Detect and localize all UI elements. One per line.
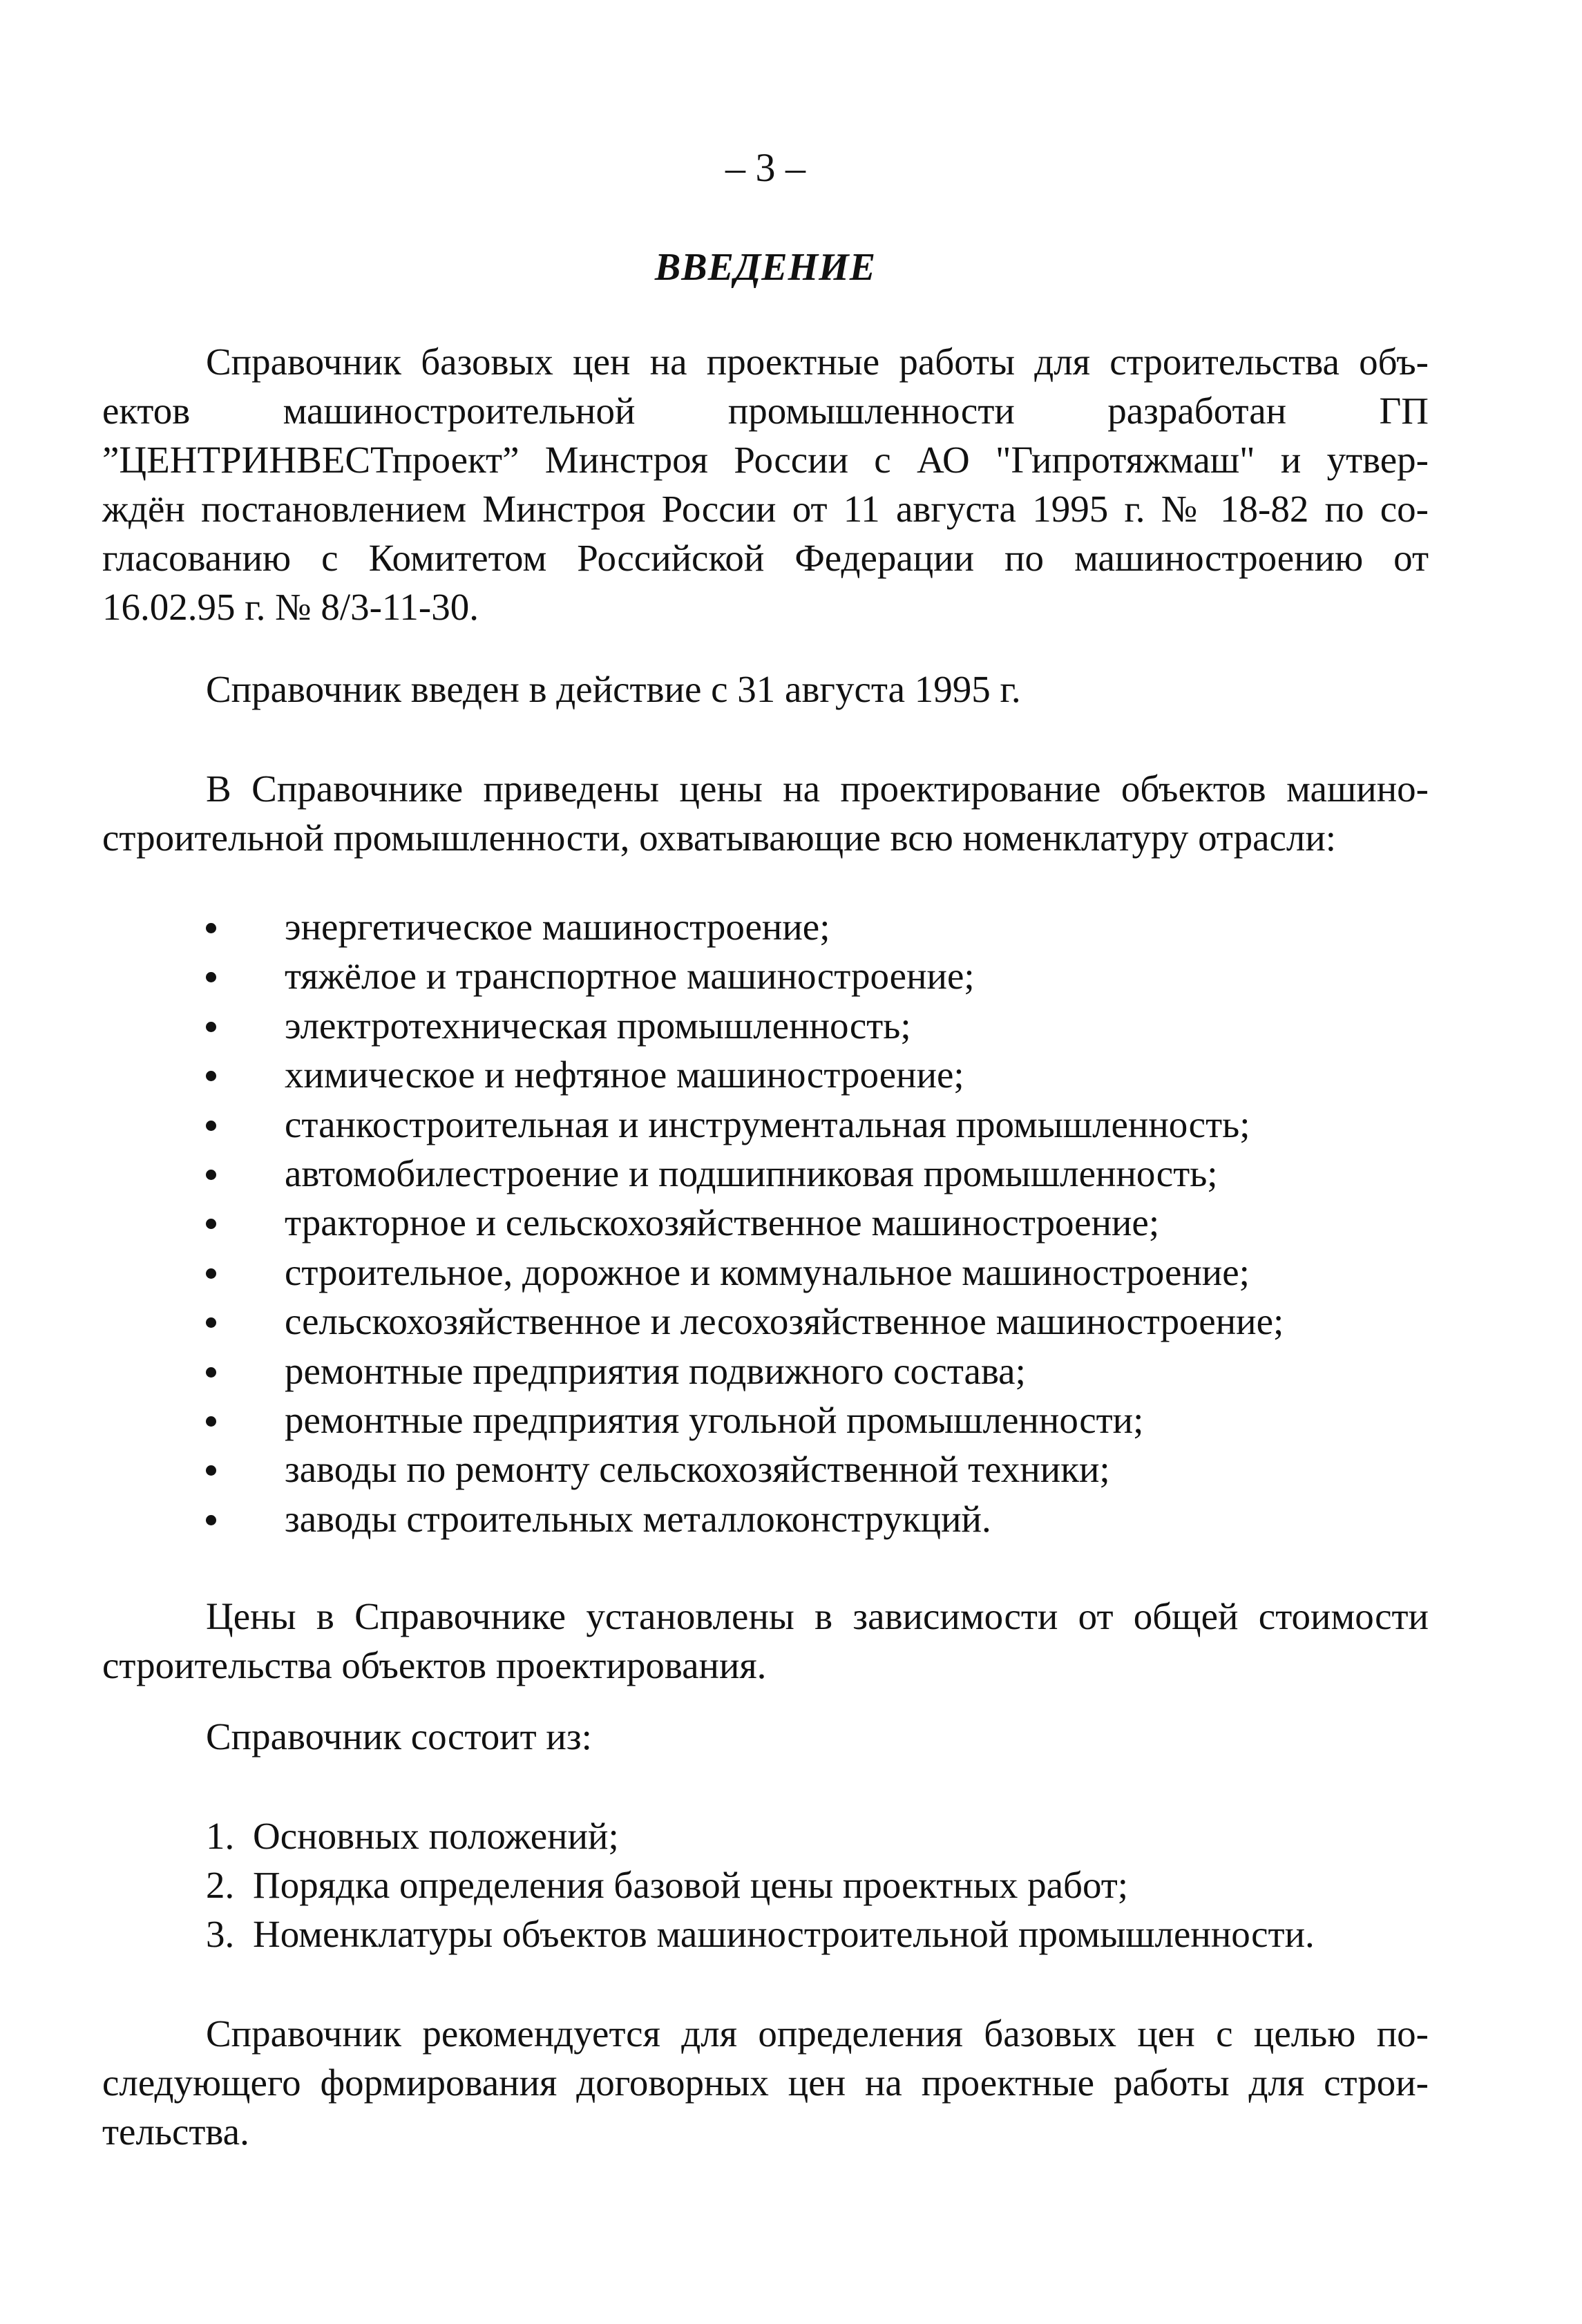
bullet-icon — [206, 1121, 216, 1131]
list-item-text: автомобилестроение и подшипниковая промышленность; — [285, 1152, 1218, 1194]
intro-line-2: ектов машиностроительной промышленности разработан ГП — [102, 390, 1429, 432]
industry-bullet-list — [102, 902, 1429, 1543]
bullet-icon — [206, 1268, 216, 1279]
bullet-icon — [206, 1170, 216, 1180]
bullet-icon — [206, 1317, 216, 1328]
list-item — [102, 1346, 1429, 1396]
intro-line-1: Справочник базовых цен на проектные работы для строительства объ- — [206, 341, 1429, 383]
bullet-icon — [206, 1071, 216, 1081]
list-item-text: тракторное и сельскохозяйственное машиностроение; — [285, 1201, 1160, 1244]
bullet-icon — [206, 1416, 216, 1427]
list-item-text: химическое и нефтяное машиностроение; — [285, 1054, 964, 1096]
list-item-text: ремонтные предприятия подвижного состава; — [285, 1349, 1026, 1392]
list-item — [102, 1909, 1429, 1959]
list-item-text: станкостроительная и инструментальная промышленность; — [285, 1103, 1250, 1145]
list-item — [102, 1100, 1429, 1149]
recommendation-line-2: следующего формирования договорных цен на проектные работы для строи- — [102, 2061, 1429, 2104]
list-item — [102, 1149, 1429, 1198]
page-number: – 3 – — [725, 145, 806, 190]
bullet-icon — [206, 923, 216, 933]
list-item-text: Основных положений; — [253, 1815, 619, 1857]
recommendation-line-1: Справочник рекомендуется для определения базовых цен с целью по- — [206, 2012, 1429, 2055]
list-item — [102, 1396, 1429, 1445]
list-item-text: заводы по ремонту сельскохозяйственной техники; — [285, 1448, 1110, 1491]
intro-paragraph — [102, 337, 1429, 631]
list-item — [102, 1297, 1429, 1346]
intro-line-5: гласованию с Комитетом Российской Федерации по машиностроению от — [102, 537, 1429, 579]
intro-line-6: 16.02.95 г. № 8/3-11-30. — [102, 586, 479, 628]
list-item-number: 2. — [206, 1864, 235, 1906]
prices-paragraph — [102, 1592, 1429, 1690]
list-item — [102, 951, 1429, 1000]
list-item — [102, 902, 1429, 951]
bullet-icon — [206, 1022, 216, 1032]
prices-line-1: Цены в Справочнике установлены в зависимости от общей стоимости — [206, 1595, 1429, 1637]
bullet-icon — [206, 1219, 216, 1229]
intro-line-3: ”ЦЕНТРИНВЕСТпроект” Минстроя России с АО "Гипротяжмаш" и утвер- — [102, 439, 1429, 481]
recommendation-line-3: тельства. — [102, 2111, 249, 2153]
section-heading: ВВЕДЕНИЕ — [654, 246, 877, 289]
list-item-text: заводы строительных металлоконструкций. — [285, 1497, 991, 1540]
list-item-text: ремонтные предприятия угольной промышленности; — [285, 1398, 1144, 1441]
prices-line-2: строительства объектов проектирования. — [102, 1644, 767, 1686]
composition-intro-line: Справочник состоит из: — [206, 1715, 592, 1758]
list-item-text: Порядка определения базовой цены проектных работ; — [253, 1864, 1129, 1906]
bullet-icon — [206, 1465, 216, 1476]
recommendation-paragraph — [102, 2009, 1429, 2156]
list-item — [102, 1811, 1429, 1860]
list-item-text: строительное, дорожное и коммунальное машиностроение; — [285, 1250, 1250, 1293]
list-item-text: электротехническая промышленность; — [285, 1004, 911, 1047]
effective-date-paragraph — [102, 665, 1429, 714]
list-item — [102, 1198, 1429, 1247]
list-item — [102, 1248, 1429, 1297]
bullet-icon — [206, 972, 216, 982]
list-item — [102, 1050, 1429, 1099]
scope-line-1: В Справочнике приведены цены на проектирование объектов машино- — [206, 768, 1429, 810]
list-item — [102, 1001, 1429, 1050]
list-item-number: 1. — [206, 1815, 235, 1857]
bullet-icon — [206, 1367, 216, 1378]
scope-line-2: строительной промышленности, охватывающие всю номенклатуру отрасли: — [102, 817, 1337, 859]
list-item-number: 3. — [206, 1913, 235, 1955]
list-item — [102, 1860, 1429, 1909]
composition-numbered-list — [102, 1811, 1429, 1959]
effective-date-line: Справочник введен в действие с 31 августа 1995 г. — [206, 668, 1021, 710]
bullet-icon — [206, 1515, 216, 1525]
list-item-text: тяжёлое и транспортное машиностроение; — [285, 955, 975, 998]
list-item-text: энергетическое машиностроение; — [285, 906, 830, 948]
list-item-text: сельскохозяйственное и лесохозяйственное машиностроение; — [285, 1300, 1284, 1343]
list-item — [102, 1494, 1429, 1543]
composition-intro — [102, 1712, 1429, 1761]
document-page — [102, 0, 1429, 2324]
scope-paragraph — [102, 764, 1429, 862]
list-item — [102, 1445, 1429, 1494]
list-item-text: Номенклатуры объектов машиностроительной промышленности. — [253, 1913, 1315, 1955]
intro-line-4: ждён постановлением Минстроя России от 11 августа 1995 г. № 18-82 по со- — [102, 488, 1429, 530]
